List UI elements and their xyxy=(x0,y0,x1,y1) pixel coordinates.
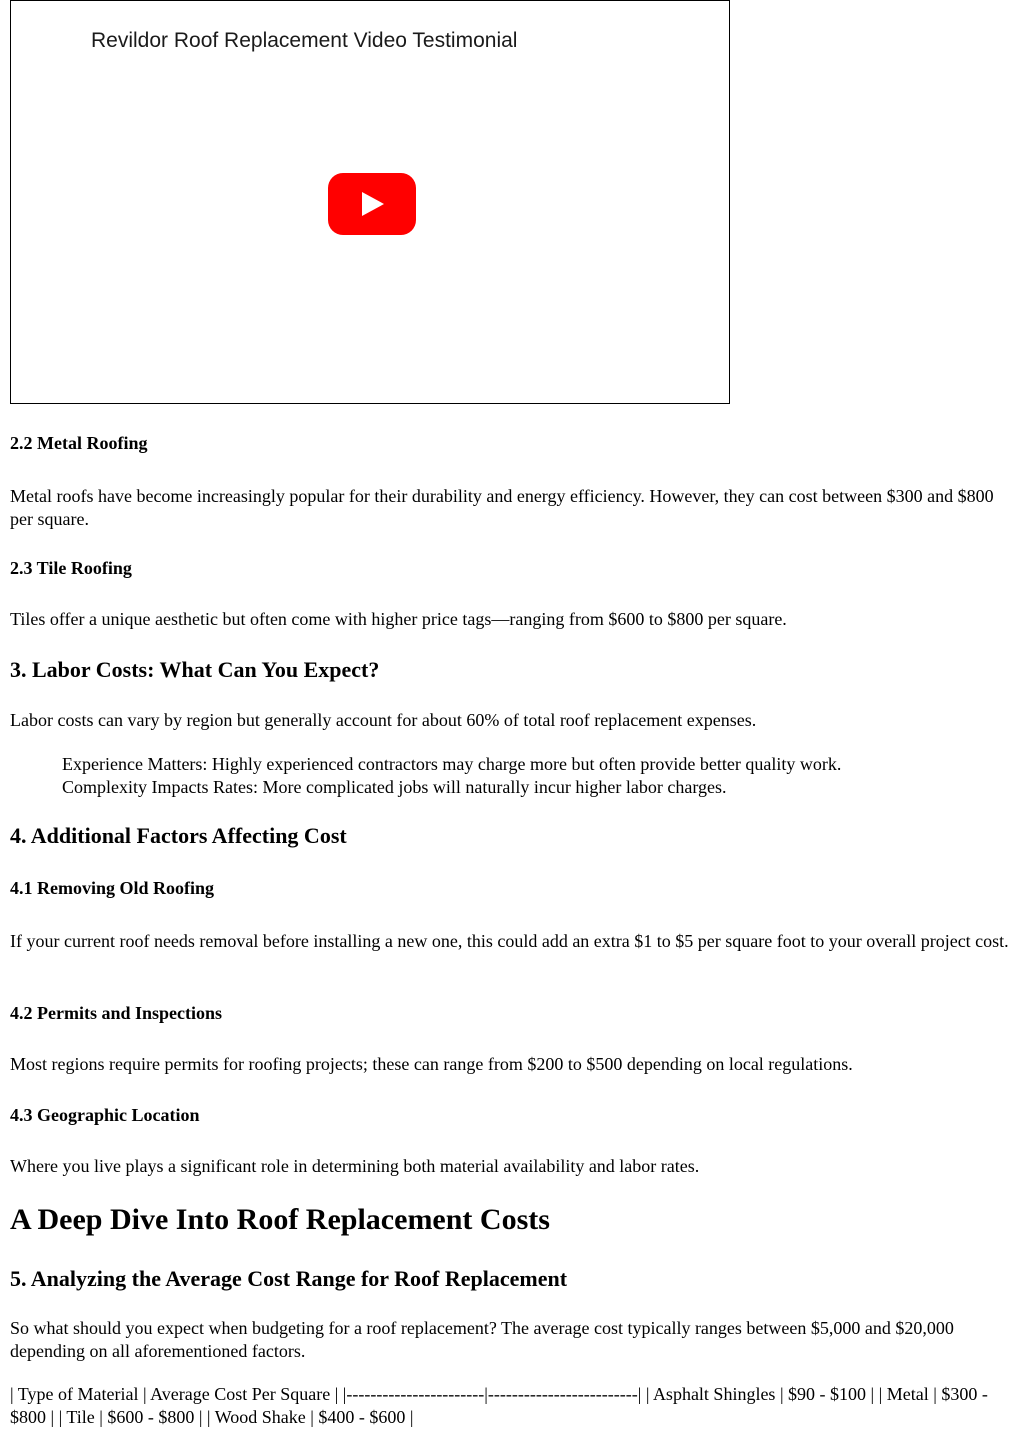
list-item: Complexity Impacts Rates: More complicated jobs will naturally incur higher labor charges. xyxy=(62,777,727,797)
labor-list xyxy=(62,753,841,799)
tile-roofing-heading: 2.3 Tile Roofing xyxy=(10,558,132,578)
average-cost-heading: 5. Analyzing the Average Cost Range for Roof Replacement xyxy=(10,1266,568,1291)
list-item: Experience Matters: Highly experienced contractors may charge more but often provide better quality work. xyxy=(62,754,842,774)
geographic-location-text: Where you live plays a significant role in determining both material availability and labor rates. xyxy=(10,1156,700,1176)
video-embed[interactable] xyxy=(10,0,730,404)
video-title[interactable]: Revildor Roof Replacement Video Testimonial xyxy=(91,29,518,52)
play-icon[interactable] xyxy=(328,173,416,235)
removing-old-roofing-text: If your current roof needs removal before installing a new one, this could add an extra $1 to $5 per square foot to your overall project cost. xyxy=(10,931,1009,951)
permits-text: Most regions require permits for roofing projects; these can range from $200 to $500 depending on local regulations. xyxy=(10,1054,853,1074)
tile-roofing-text: Tiles offer a unique aesthetic but often come with higher price tags—ranging from $600 to $800 per square. xyxy=(10,609,787,629)
labor-costs-text: Labor costs can vary by region but generally account for about 60% of total roof replacement expenses. xyxy=(10,710,757,730)
average-cost-text: So what should you expect when budgeting for a roof replacement? The average cost typically ranges between $5,000 and $20,000 depending on all aforementioned factors. xyxy=(10,1318,954,1361)
metal-roofing-heading: 2.2 Metal Roofing xyxy=(10,433,148,453)
cost-table-text: | Type of Material | Average Cost Per Square | |-----------------------|-------------------------| | Asphalt Shingles | $90 - $100 | | Metal | $300 - $800 | | Tile | $600 - $800 | | Wood Shake | $400 - $600 | xyxy=(10,1384,988,1427)
permits-heading: 4.2 Permits and Inspections xyxy=(10,1003,223,1023)
additional-factors-heading: 4. Additional Factors Affecting Cost xyxy=(10,823,347,848)
deep-dive-heading: A Deep Dive Into Roof Replacement Costs xyxy=(10,1203,550,1236)
metal-roofing-text: Metal roofs have become increasingly popular for their durability and energy efficiency. However, they can cost between $300 and $800 per square. xyxy=(10,486,994,529)
geographic-location-heading: 4.3 Geographic Location xyxy=(10,1105,200,1125)
labor-costs-heading: 3. Labor Costs: What Can You Expect? xyxy=(10,657,380,682)
removing-old-roofing-heading: 4.1 Removing Old Roofing xyxy=(10,878,215,898)
